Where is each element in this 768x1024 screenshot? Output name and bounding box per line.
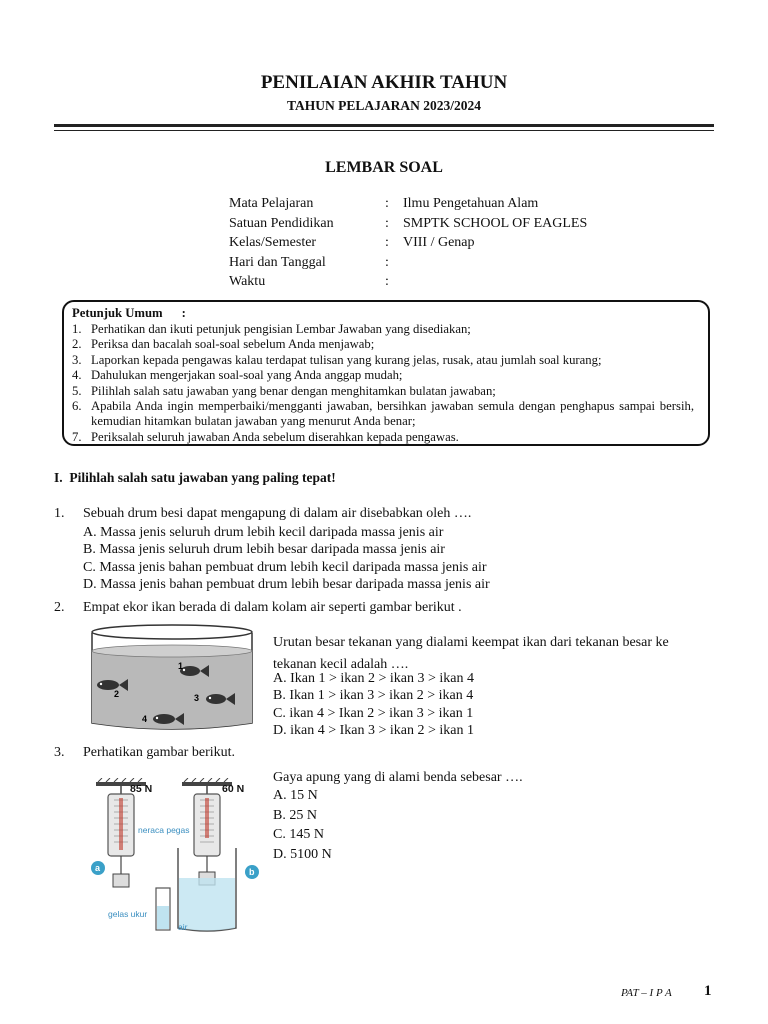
option-c[interactable]: C. Massa jenis bahan pembuat drum lebih kecil daripada massa jenis air: [83, 559, 487, 575]
option-d[interactable]: D. Massa jenis bahan pembuat drum lebih besar daripada massa jenis air: [83, 576, 490, 592]
fish-label-3: 3: [194, 693, 200, 703]
exam-info-table: [229, 196, 587, 294]
option-a[interactable]: A. Ikan 1 > ikan 2 > ikan 3 > ikan 4: [273, 671, 474, 686]
question-stem: Empat ekor ikan berada di dalam kolam air seperti gambar berikut .: [83, 600, 462, 615]
instructions-heading: Petunjuk Umum :: [72, 306, 186, 320]
instruction-item: 1. Perhatikan dan ikuti petunjuk pengisian Lembar Jawaban yang disediakan;: [72, 322, 471, 336]
instruction-item: 2. Periksa dan bacalah soal-soal sebelum Anda menjawab;: [72, 337, 375, 352]
option-d[interactable]: D. ikan 4 > Ikan 3 > ikan 2 > ikan 1: [273, 722, 474, 738]
page-number: 1: [704, 983, 712, 999]
general-instructions-box: [62, 300, 710, 446]
option-c[interactable]: C. 145 N: [273, 827, 324, 842]
instruction-item: 7. Periksalah seluruh jawaban Anda sebelum diserahkan kepada pengawas.: [72, 429, 459, 444]
instruction-item: 6. Apabila Anda ingin memperbaiki/mengganti jawaban, bersihkan jawaban semula dengan penghapus sampai bersih, kemudian hitamkan bulatan jawaban yang menurut Anda benar;: [72, 399, 694, 429]
label-b: b: [249, 867, 255, 877]
question-stem: Perhatikan gambar berikut.: [83, 745, 236, 760]
option-d[interactable]: D. 5100 N: [273, 846, 332, 862]
instructions-list: [72, 322, 694, 445]
left-reading-label: 85 N: [130, 783, 153, 795]
info-label: Mata Pelajaran: [229, 196, 314, 211]
spring-balance-illustration: [86, 778, 266, 938]
header-divider-thick: [54, 124, 714, 127]
fish-label-4: 4: [142, 714, 148, 724]
info-row-date: Hari dan Tanggal :: [229, 255, 587, 275]
option-c[interactable]: C. ikan 4 > Ikan 2 > ikan 3 > ikan 1: [273, 705, 474, 721]
info-value: VIII / Genap: [403, 235, 475, 250]
instruction-item: 4. Dahulukan mengerjakan soal-soal yang Anda anggap mudah;: [72, 368, 403, 383]
info-label: Satuan Pendidikan: [229, 215, 334, 231]
section-heading: I. Pilihlah salah satu jawaban yang paling tepat!: [54, 470, 336, 485]
question-options: [83, 524, 490, 593]
info-value: Ilmu Pengetahuan Alam: [403, 196, 539, 211]
footer-label: PAT – I P A: [621, 987, 672, 999]
option-a[interactable]: A. 15 N: [273, 788, 318, 803]
spring-label: neraca pegas: [138, 825, 190, 835]
academic-year: TAHUN PELAJARAN 2023/2024: [286, 98, 481, 113]
question-number: 2.: [54, 600, 65, 615]
info-label: Kelas/Semester: [229, 235, 317, 250]
right-reading-label: 60 N: [222, 783, 245, 795]
fish-label-1: 1: [178, 661, 184, 671]
water-label: air: [178, 922, 188, 932]
info-row-subject: Mata Pelajaran : Ilmu Pengetahuan Alam: [229, 196, 587, 216]
option-b[interactable]: B. Massa jenis seluruh drum lebih besar daripada massa jenis air: [83, 542, 445, 558]
sheet-title: LEMBAR SOAL: [325, 159, 443, 176]
question-options: [273, 786, 332, 864]
instruction-item: 3. Laporkan kepada pengawas kalau terdapat tulisan yang kurang jelas, rusak, atau jumlah soal kurang;: [72, 352, 602, 367]
info-value: SMPTK SCHOOL OF EAGLES: [403, 215, 588, 231]
instruction-item: 5. Pilihlah salah satu jawaban yang benar dengan menghitamkan bulatan jawaban;: [72, 383, 496, 398]
exam-title: PENILAIAN AKHIR TAHUN: [260, 72, 508, 93]
question-options: [273, 670, 474, 739]
info-row-school: Satuan Pendidikan : SMPTK SCHOOL OF EAGLES: [229, 216, 587, 236]
label-a: a: [95, 863, 101, 873]
question-side-text: Gaya apung yang di alami benda sebesar ….: [273, 770, 523, 785]
info-row-time: Waktu :: [229, 274, 587, 294]
header-divider-thin: [54, 130, 714, 131]
info-label: Hari dan Tanggal: [229, 254, 326, 270]
question-number: 3.: [54, 745, 65, 760]
info-row-class: Kelas/Semester : VIII / Genap: [229, 235, 587, 255]
option-a[interactable]: A. Massa jenis seluruh drum lebih kecil daripada massa jenis air: [83, 525, 444, 540]
fish-label-2: 2: [114, 689, 120, 699]
question-number: 1.: [54, 506, 65, 521]
question-side-text: Urutan besar tekanan yang dialami keempat ikan dari tekanan besar ke tekanan kecil adalah ….: [273, 635, 669, 672]
fish-pond-illustration: [88, 623, 256, 735]
cylinder-label: gelas ukur: [108, 909, 148, 919]
option-b[interactable]: B. 25 N: [273, 807, 317, 823]
info-label: Waktu: [229, 274, 266, 289]
question-stem: Sebuah drum besi dapat mengapung di dalam air disebabkan oleh ….: [83, 506, 472, 521]
option-b[interactable]: B. Ikan 1 > ikan 3 > ikan 2 > ikan 4: [273, 688, 474, 704]
